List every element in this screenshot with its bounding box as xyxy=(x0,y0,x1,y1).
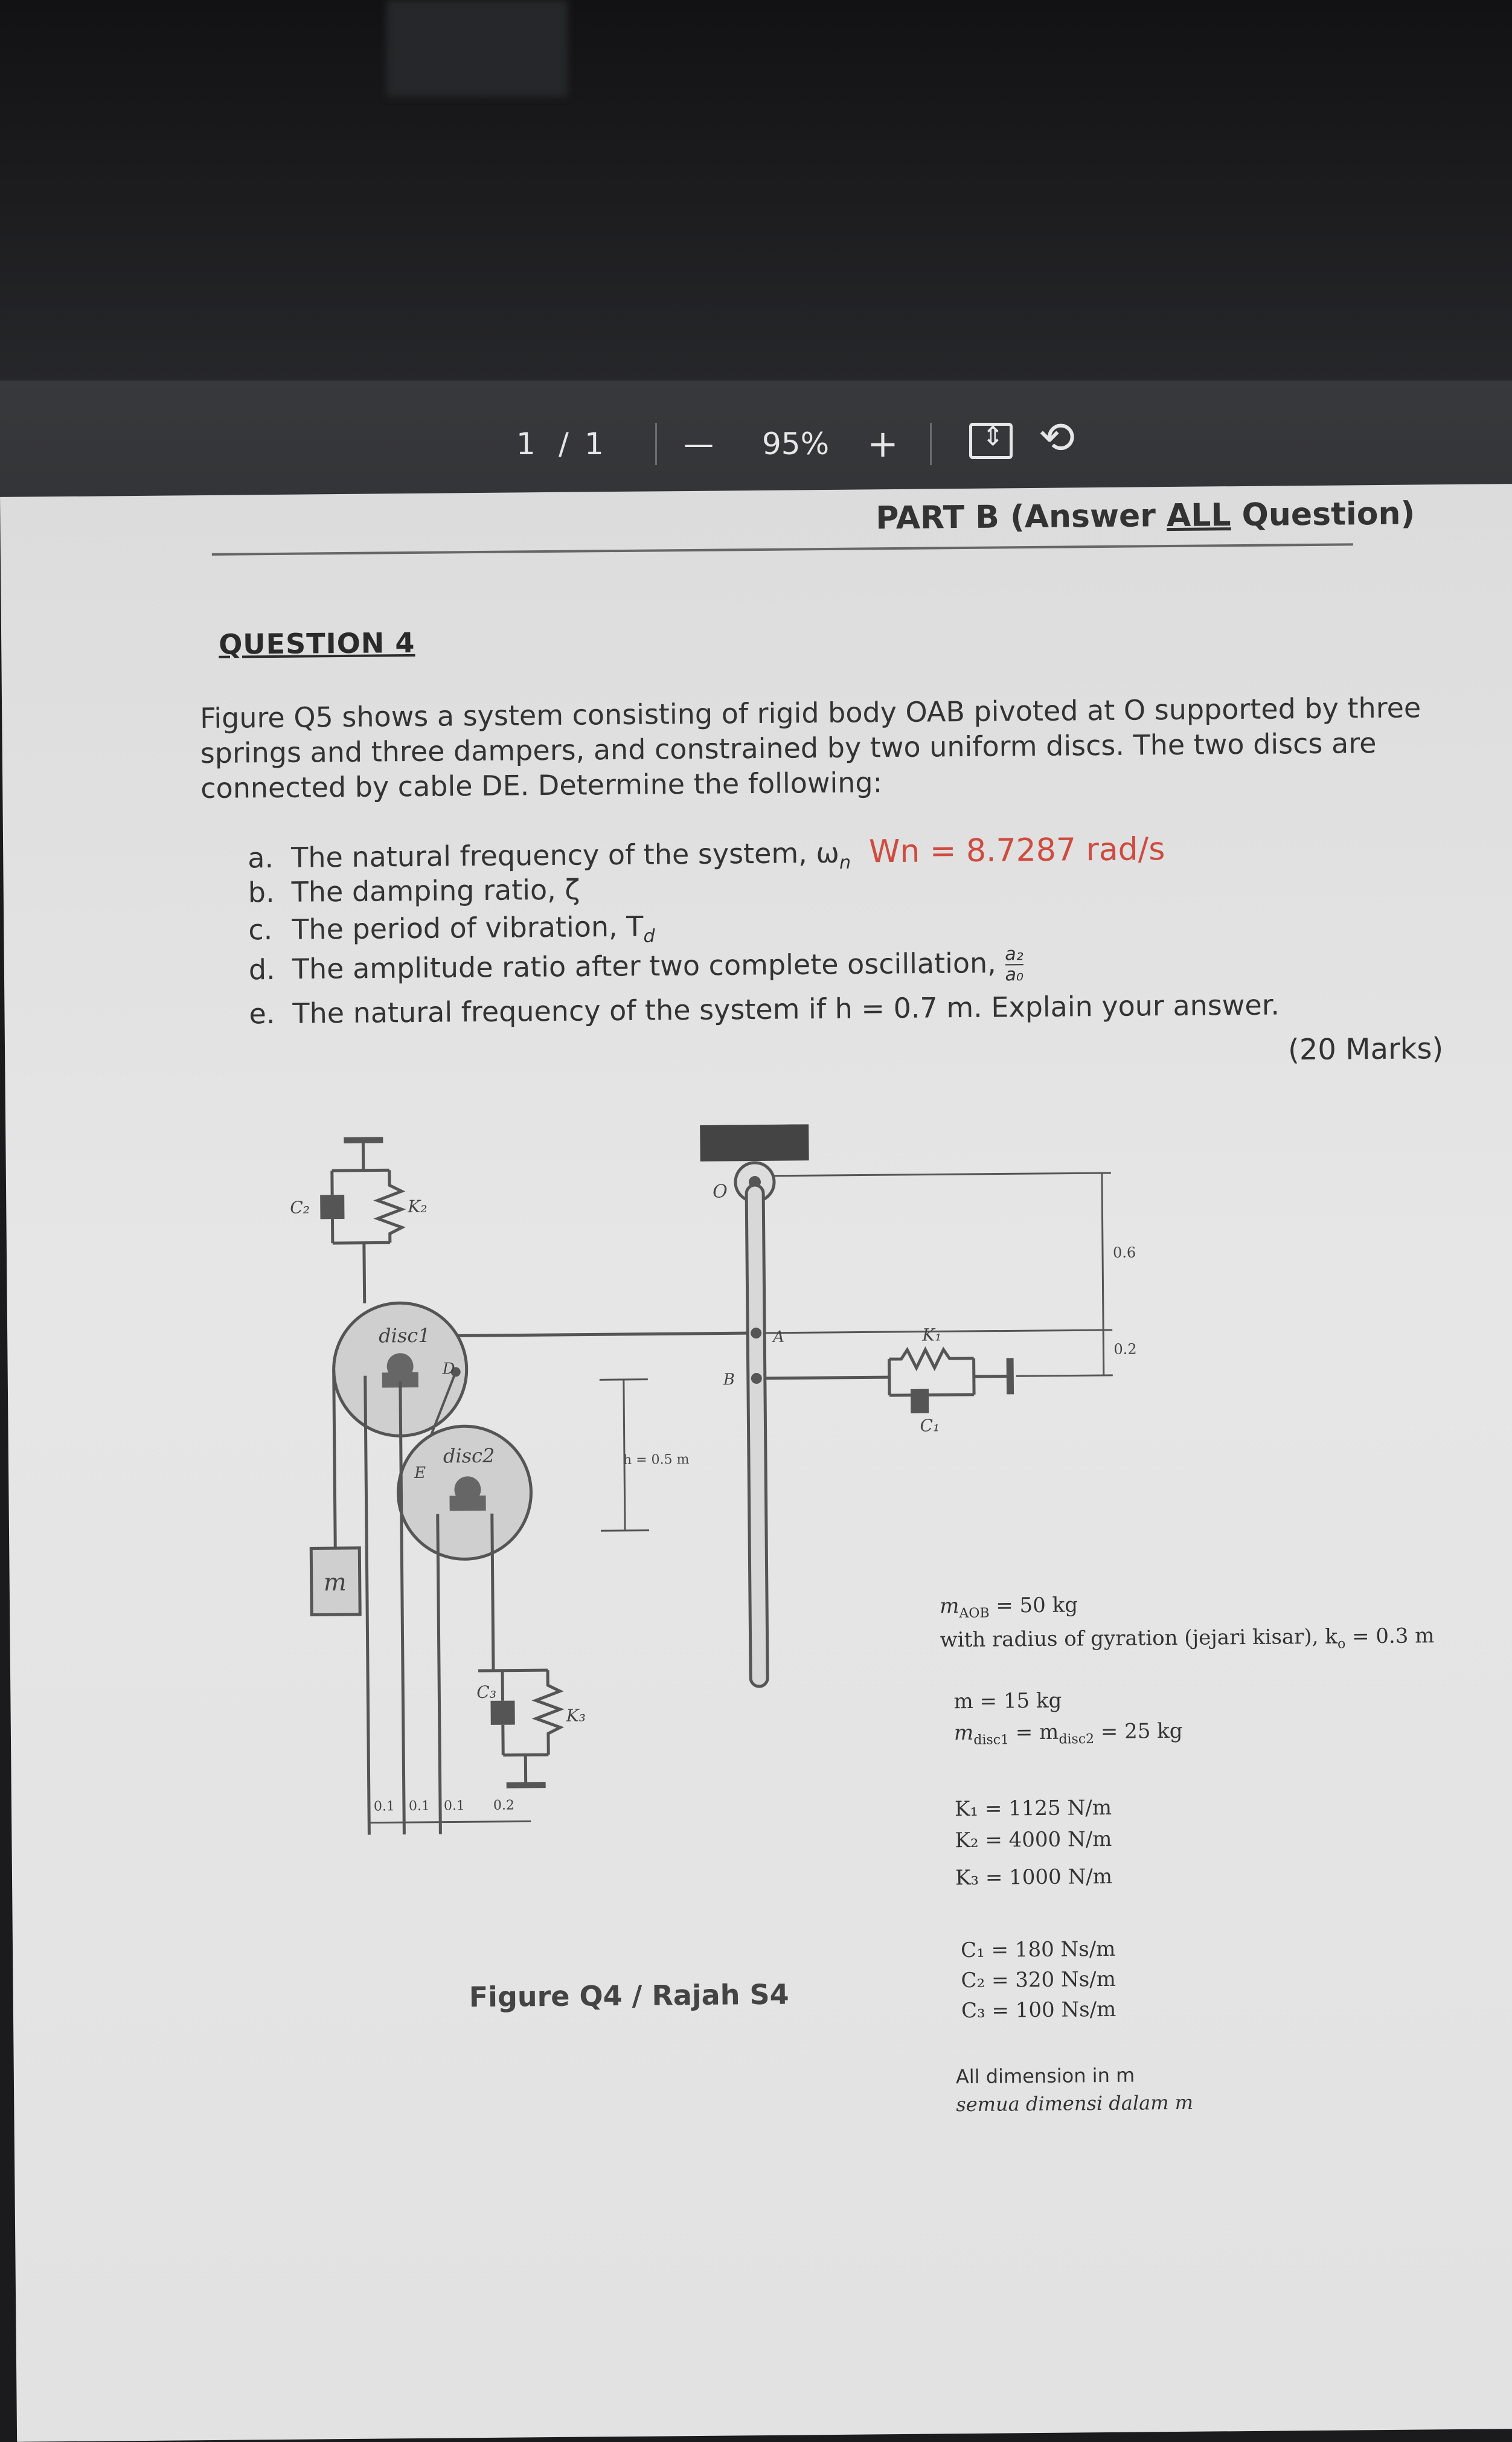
toolbar-divider xyxy=(930,423,932,465)
damper-c2 xyxy=(320,1195,344,1219)
point-b xyxy=(751,1373,762,1384)
background-smudge xyxy=(386,0,568,97)
label-dim-06: 0.6 xyxy=(1113,1244,1136,1261)
dim-bottom xyxy=(369,1821,531,1822)
label-c2: C₂ xyxy=(290,1197,310,1217)
rotate-icon[interactable]: ⟲ xyxy=(1039,412,1075,463)
data-dim-my: semua dimensi dalam m xyxy=(956,2091,1193,2116)
question-item-c: c. The period of vibration, $T_d$ xyxy=(248,910,655,950)
label-k3: K₃ xyxy=(566,1706,586,1726)
damper-c1 xyxy=(911,1389,929,1413)
label-dim-bottom-4: 0.2 xyxy=(493,1798,514,1813)
damper-c3 xyxy=(490,1701,514,1725)
spring-k2 xyxy=(377,1170,402,1242)
label-disc1: disc1 xyxy=(379,1324,431,1348)
zoom-out-button[interactable]: — xyxy=(684,417,714,471)
label-dim-02: 0.2 xyxy=(1113,1341,1136,1358)
cable-mass xyxy=(334,1370,336,1548)
point-a xyxy=(751,1328,761,1338)
data-k3: K₃ = 1000 N/m xyxy=(955,1865,1112,1890)
label-o: O xyxy=(713,1181,728,1202)
figure-caption: Figure Q4 / Rajah S4 xyxy=(469,1978,789,2014)
spring-k1 xyxy=(889,1349,973,1368)
header-rule xyxy=(212,543,1353,555)
label-dim-bottom-1: 0.1 xyxy=(374,1799,395,1814)
label-k1: K₁ xyxy=(921,1325,941,1345)
data-c3: C₃ = 100 Ns/m xyxy=(961,1997,1116,2023)
data-c1: C₁ = 180 Ns/m xyxy=(961,1937,1116,1962)
spring-k3 xyxy=(536,1670,560,1755)
label-dim-bottom-3: 0.1 xyxy=(444,1798,465,1813)
label-h: h = 0.5 m xyxy=(623,1452,690,1468)
label-dim-bottom-2: 0.1 xyxy=(409,1799,430,1814)
fit-page-icon[interactable] xyxy=(969,423,1013,459)
label-k2: K₂ xyxy=(407,1197,427,1216)
question-item-d: d. The amplitude ratio after two complete oscillation, $\frac{\text{a₂}}{\text{a₀}}$ xyxy=(249,945,1024,991)
toolbar-divider xyxy=(655,423,657,465)
handwritten-answer: Wn = 8.7287 rad/s xyxy=(869,831,1165,870)
question-item-b: b. The damping ratio, ζ xyxy=(248,873,580,909)
data-c2: C₂ = 320 Ns/m xyxy=(961,1967,1116,1993)
question-title: QUESTION 4 xyxy=(219,626,415,661)
dark-background xyxy=(0,0,1512,381)
rigid-body-oab xyxy=(746,1185,767,1686)
label-e: E xyxy=(414,1464,426,1482)
data-k2: K₂ = 4000 N/m xyxy=(955,1827,1112,1852)
document-page xyxy=(0,484,1512,2442)
label-a: A xyxy=(772,1328,784,1346)
data-k1: K₁ = 1125 N/m xyxy=(955,1796,1112,1821)
data-gyration: with radius of gyration (jejari kisar), $k_o = 0.3$ m xyxy=(940,1624,1434,1655)
data-m-oab: $m_{AOB} = 50$ kg xyxy=(940,1593,1078,1621)
label-d: D xyxy=(442,1360,455,1378)
dim-line-right xyxy=(1102,1173,1104,1375)
question-item-e: e. The natural frequency of the system if h = 0.7 m. Explain your answer. xyxy=(249,988,1280,1030)
question-intro: Figure Q5 shows a system consisting of rigid body OAB pivoted at O supported by three springs and three dampers, and constrained by two uniform discs. The two discs are connected by cable DE. Determine the following: xyxy=(200,690,1426,806)
data-dim-en: All dimension in m xyxy=(956,2064,1135,2089)
marks-label: (20 Marks) xyxy=(1288,1032,1444,1067)
zoom-level[interactable]: 95% xyxy=(762,417,829,471)
zoom-in-button[interactable]: + xyxy=(867,417,899,471)
ceiling-support xyxy=(700,1124,809,1162)
page-total: 1 xyxy=(585,417,604,471)
label-c1: C₁ xyxy=(920,1415,940,1435)
data-m-disc: $m_{disc1} = m_{disc2} = 25$ kg xyxy=(954,1719,1183,1748)
page-current[interactable]: 1 xyxy=(516,417,536,471)
label-mass: m xyxy=(324,1569,347,1596)
part-heading: PART B (Answer ALL Question) xyxy=(876,495,1415,536)
data-m: m = 15 kg xyxy=(953,1689,1062,1714)
question-item-a: a. The natural frequency of the system, $\omega_n$ Wn = 8.7287 rad/s xyxy=(248,831,1165,878)
label-c3: C₃ xyxy=(476,1682,496,1702)
mechanism-figure xyxy=(259,1121,1172,1987)
label-disc2: disc2 xyxy=(443,1444,495,1468)
label-b: B xyxy=(723,1370,735,1389)
page-separator: / xyxy=(559,417,569,471)
wall-k1 xyxy=(1010,1358,1011,1394)
